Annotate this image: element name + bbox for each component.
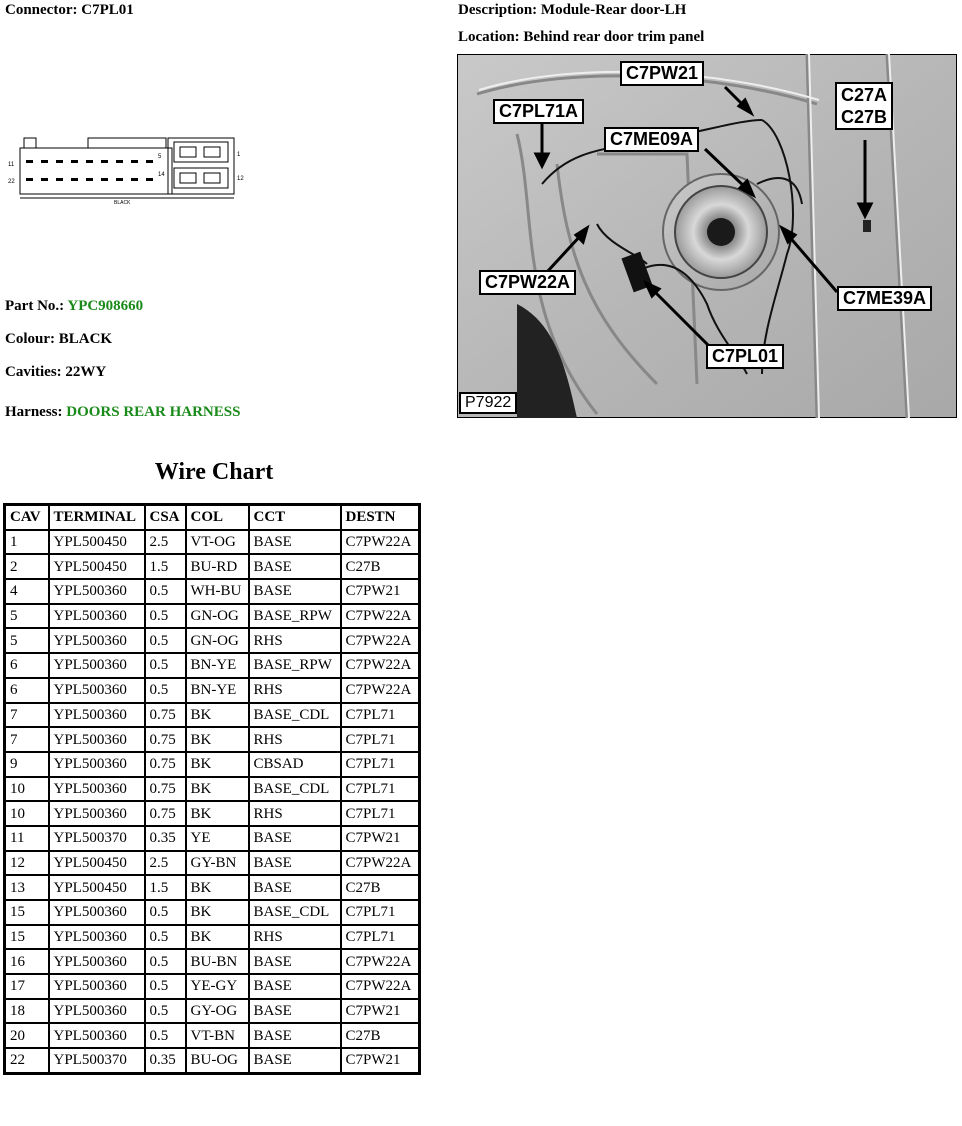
cell-csa: 0.75 <box>145 703 186 728</box>
cell-col: BK <box>186 875 249 900</box>
connector-pin <box>101 160 108 163</box>
connector-pin <box>101 178 108 181</box>
cell-terminal: YPL500360 <box>49 727 145 752</box>
part-label: Part No.: <box>5 298 65 314</box>
table-row <box>5 900 420 925</box>
cell-cct: BASE_RPW <box>249 604 341 629</box>
connector-pin <box>86 160 93 163</box>
column-header-cav: CAV <box>5 505 49 530</box>
cell-destn: C7PW22A <box>341 974 420 999</box>
cell-cav: 18 <box>5 999 49 1024</box>
cell-destn: C7PW22A <box>341 530 420 555</box>
cell-cav: 20 <box>5 1023 49 1048</box>
callout-c27b: C27B <box>841 107 888 127</box>
cell-csa: 0.5 <box>145 1023 186 1048</box>
cell-csa: 0.5 <box>145 653 186 678</box>
cavities-label: Cavities: <box>5 364 62 380</box>
cell-cav: 5 <box>5 604 49 629</box>
cell-cct: BASE_CDL <box>249 777 341 802</box>
pin-label-14: 14 <box>158 172 165 178</box>
connector-pin <box>116 178 123 181</box>
cell-destn: C7PW21 <box>341 579 420 604</box>
cell-col: BK <box>186 801 249 826</box>
table-row <box>5 851 420 876</box>
connector-face-diagram <box>8 130 248 210</box>
connector-pin <box>146 160 153 163</box>
cell-cct: BASE_RPW <box>249 653 341 678</box>
cell-csa: 0.5 <box>145 604 186 629</box>
cell-cct: BASE <box>249 974 341 999</box>
cell-csa: 0.35 <box>145 1048 186 1073</box>
column-header-col: COL <box>186 505 249 530</box>
table-row <box>5 678 420 703</box>
cell-col: YE-GY <box>186 974 249 999</box>
cell-destn: C27B <box>341 1023 420 1048</box>
connector-pin <box>41 178 48 181</box>
cell-cav: 10 <box>5 777 49 802</box>
pin-label-22: 22 <box>8 179 15 185</box>
table-row <box>5 554 420 579</box>
cell-cct: BASE <box>249 1023 341 1048</box>
callout-c7pw22a: C7PW22A <box>479 270 576 295</box>
table-body <box>5 530 420 1074</box>
cell-cct: BASE <box>249 579 341 604</box>
cell-col: BU-OG <box>186 1048 249 1073</box>
cell-cct: BASE_CDL <box>249 900 341 925</box>
colour-label: Colour: <box>5 331 55 347</box>
cell-destn: C7PL71 <box>341 727 420 752</box>
callout-c7pl01: C7PL01 <box>706 344 784 369</box>
table-row <box>5 530 420 555</box>
photo-reference: P7922 <box>459 392 517 414</box>
cell-csa: 0.5 <box>145 974 186 999</box>
connector-pin <box>131 178 138 181</box>
callout-c7pl71a: C7PL71A <box>493 99 584 124</box>
cell-col: BN-YE <box>186 653 249 678</box>
cell-destn: C7PL71 <box>341 801 420 826</box>
cell-destn: C7PL71 <box>341 900 420 925</box>
cell-csa: 0.5 <box>145 949 186 974</box>
table-row <box>5 925 420 950</box>
cell-cav: 12 <box>5 851 49 876</box>
cell-terminal: YPL500370 <box>49 1048 145 1073</box>
cell-col: BK <box>186 752 249 777</box>
cell-col: BK <box>186 925 249 950</box>
cell-terminal: YPL500360 <box>49 579 145 604</box>
cell-col: BK <box>186 703 249 728</box>
description-heading <box>458 2 686 19</box>
cell-terminal: YPL500360 <box>49 777 145 802</box>
cell-cav: 15 <box>5 925 49 950</box>
connector-pin <box>146 178 153 181</box>
table-row <box>5 974 420 999</box>
cell-csa: 0.5 <box>145 579 186 604</box>
connector-label: Connector: <box>5 2 78 18</box>
cell-csa: 0.35 <box>145 826 186 851</box>
harness <box>5 404 240 421</box>
cell-cav: 22 <box>5 1048 49 1073</box>
callout-c27a: C27A <box>841 85 888 105</box>
pin-label-1: 1 <box>237 152 241 158</box>
cell-terminal: YPL500450 <box>49 875 145 900</box>
cell-destn: C7PL71 <box>341 925 420 950</box>
colour-mark: BLACK <box>114 200 131 206</box>
cell-destn: C7PW22A <box>341 628 420 653</box>
cell-cct: CBSAD <box>249 752 341 777</box>
cell-terminal: YPL500360 <box>49 949 145 974</box>
cell-cct: RHS <box>249 801 341 826</box>
cell-terminal: YPL500360 <box>49 925 145 950</box>
table-row <box>5 703 420 728</box>
pin-label-11: 11 <box>8 162 15 168</box>
table-row <box>5 999 420 1024</box>
cell-col: VT-OG <box>186 530 249 555</box>
location-value: Behind rear door trim panel <box>523 29 705 45</box>
cell-csa: 0.75 <box>145 801 186 826</box>
cell-cav: 10 <box>5 801 49 826</box>
connector-pin <box>26 178 33 181</box>
part-value: YPC908660 <box>67 298 144 314</box>
harness-label: Harness: <box>5 404 63 420</box>
description-label: Description: <box>458 2 538 18</box>
connector-pin <box>116 160 123 163</box>
cell-destn: C7PW22A <box>341 653 420 678</box>
cell-csa: 1.5 <box>145 554 186 579</box>
table-row <box>5 604 420 629</box>
connector-pin <box>86 178 93 181</box>
table-row <box>5 727 420 752</box>
pin-label-12: 12 <box>237 176 244 182</box>
cell-cct: BASE <box>249 949 341 974</box>
cell-cct: RHS <box>249 925 341 950</box>
cell-cav: 5 <box>5 628 49 653</box>
cell-destn: C7PL71 <box>341 752 420 777</box>
cell-cct: BASE <box>249 826 341 851</box>
cell-csa: 2.5 <box>145 530 186 555</box>
cell-cav: 7 <box>5 727 49 752</box>
cell-csa: 0.5 <box>145 900 186 925</box>
cell-cct: RHS <box>249 628 341 653</box>
table-row <box>5 579 420 604</box>
table-row <box>5 628 420 653</box>
connector-pin <box>71 178 78 181</box>
cell-csa: 0.5 <box>145 999 186 1024</box>
wire-chart-title: Wire Chart <box>154 459 274 485</box>
cell-cct: BASE <box>249 999 341 1024</box>
cell-cav: 9 <box>5 752 49 777</box>
cell-col: BK <box>186 900 249 925</box>
connector-heading <box>5 2 134 19</box>
column-header-destn: DESTN <box>341 505 420 530</box>
connector-pin <box>56 178 63 181</box>
cell-destn: C7PW22A <box>341 949 420 974</box>
cell-csa: 1.5 <box>145 875 186 900</box>
column-header-terminal: TERMINAL <box>49 505 145 530</box>
cell-col: YE <box>186 826 249 851</box>
cell-terminal: YPL500360 <box>49 999 145 1024</box>
cell-cav: 4 <box>5 579 49 604</box>
cell-col: GN-OG <box>186 604 249 629</box>
cell-col: BN-YE <box>186 678 249 703</box>
part-number <box>5 298 143 315</box>
cell-destn: C7PW21 <box>341 826 420 851</box>
colour <box>5 331 112 348</box>
cell-terminal: YPL500360 <box>49 703 145 728</box>
callout-c27a-c27b <box>835 82 893 130</box>
cell-csa: 0.5 <box>145 628 186 653</box>
cell-cav: 6 <box>5 678 49 703</box>
cell-cct: BASE <box>249 554 341 579</box>
cell-col: WH-BU <box>186 579 249 604</box>
connector-pin <box>56 160 63 163</box>
cavities <box>5 364 106 381</box>
cell-cct: BASE <box>249 875 341 900</box>
connector-value: C7PL01 <box>81 2 134 18</box>
cell-destn: C27B <box>341 554 420 579</box>
table-row <box>5 653 420 678</box>
cell-csa: 2.5 <box>145 851 186 876</box>
cell-col: GN-OG <box>186 628 249 653</box>
location-photo <box>457 54 957 418</box>
callout-c7me09a: C7ME09A <box>604 127 699 152</box>
table-row <box>5 1048 420 1073</box>
cell-csa: 0.5 <box>145 925 186 950</box>
cell-cav: 11 <box>5 826 49 851</box>
cell-csa: 0.75 <box>145 777 186 802</box>
cell-col: BU-BN <box>186 949 249 974</box>
table-header-row <box>5 505 420 530</box>
cell-destn: C7PW22A <box>341 851 420 876</box>
connector-pin <box>131 160 138 163</box>
cell-terminal: YPL500360 <box>49 752 145 777</box>
cell-cav: 7 <box>5 703 49 728</box>
cell-cav: 2 <box>5 554 49 579</box>
cell-col: BK <box>186 777 249 802</box>
cell-cav: 15 <box>5 900 49 925</box>
cell-terminal: YPL500360 <box>49 801 145 826</box>
harness-value: DOORS REAR HARNESS <box>66 404 241 420</box>
cell-terminal: YPL500450 <box>49 554 145 579</box>
pin-label-5: 5 <box>158 154 162 160</box>
table-row <box>5 949 420 974</box>
connector-pin <box>41 160 48 163</box>
cell-col: VT-BN <box>186 1023 249 1048</box>
cell-cav: 17 <box>5 974 49 999</box>
colour-value: BLACK <box>58 331 113 347</box>
cell-destn: C7PL71 <box>341 703 420 728</box>
cell-terminal: YPL500360 <box>49 1023 145 1048</box>
cell-csa: 0.75 <box>145 752 186 777</box>
cell-destn: C7PL71 <box>341 777 420 802</box>
cell-cct: BASE <box>249 530 341 555</box>
cell-col: BU-RD <box>186 554 249 579</box>
cell-terminal: YPL500450 <box>49 530 145 555</box>
table-row <box>5 826 420 851</box>
cell-cct: RHS <box>249 727 341 752</box>
cell-terminal: YPL500360 <box>49 628 145 653</box>
cell-destn: C7PW22A <box>341 604 420 629</box>
cell-cct: BASE_CDL <box>249 703 341 728</box>
cell-csa: 0.75 <box>145 727 186 752</box>
cell-terminal: YPL500450 <box>49 851 145 876</box>
wire-chart-table <box>3 503 421 1075</box>
cell-terminal: YPL500360 <box>49 604 145 629</box>
cell-cct: RHS <box>249 678 341 703</box>
cell-cav: 16 <box>5 949 49 974</box>
cell-destn: C7PW21 <box>341 1048 420 1073</box>
table-row <box>5 777 420 802</box>
cell-cct: BASE <box>249 851 341 876</box>
description-value: Module-Rear door-LH <box>540 2 687 18</box>
cell-terminal: YPL500360 <box>49 678 145 703</box>
column-header-csa: CSA <box>145 505 186 530</box>
cell-col: GY-BN <box>186 851 249 876</box>
cell-col: BK <box>186 727 249 752</box>
cell-terminal: YPL500360 <box>49 974 145 999</box>
table-row <box>5 801 420 826</box>
callout-c7me39a: C7ME39A <box>837 286 932 311</box>
location-heading <box>458 29 704 46</box>
cell-terminal: YPL500370 <box>49 826 145 851</box>
cell-destn: C7PW22A <box>341 678 420 703</box>
table-row <box>5 752 420 777</box>
cell-cct: BASE <box>249 1048 341 1073</box>
cell-cav: 1 <box>5 530 49 555</box>
location-label: Location: <box>458 29 520 45</box>
table-row <box>5 1023 420 1048</box>
callout-c7pw21: C7PW21 <box>620 61 704 86</box>
cell-destn: C7PW21 <box>341 999 420 1024</box>
cell-terminal: YPL500360 <box>49 653 145 678</box>
cell-cav: 6 <box>5 653 49 678</box>
connector-pin <box>71 160 78 163</box>
cell-terminal: YPL500360 <box>49 900 145 925</box>
connector-pin <box>26 160 33 163</box>
cell-destn: C27B <box>341 875 420 900</box>
cell-csa: 0.5 <box>145 678 186 703</box>
cell-col: GY-OG <box>186 999 249 1024</box>
table-row <box>5 875 420 900</box>
column-header-cct: CCT <box>249 505 341 530</box>
cavities-value: 22WY <box>65 364 107 380</box>
cell-cav: 13 <box>5 875 49 900</box>
